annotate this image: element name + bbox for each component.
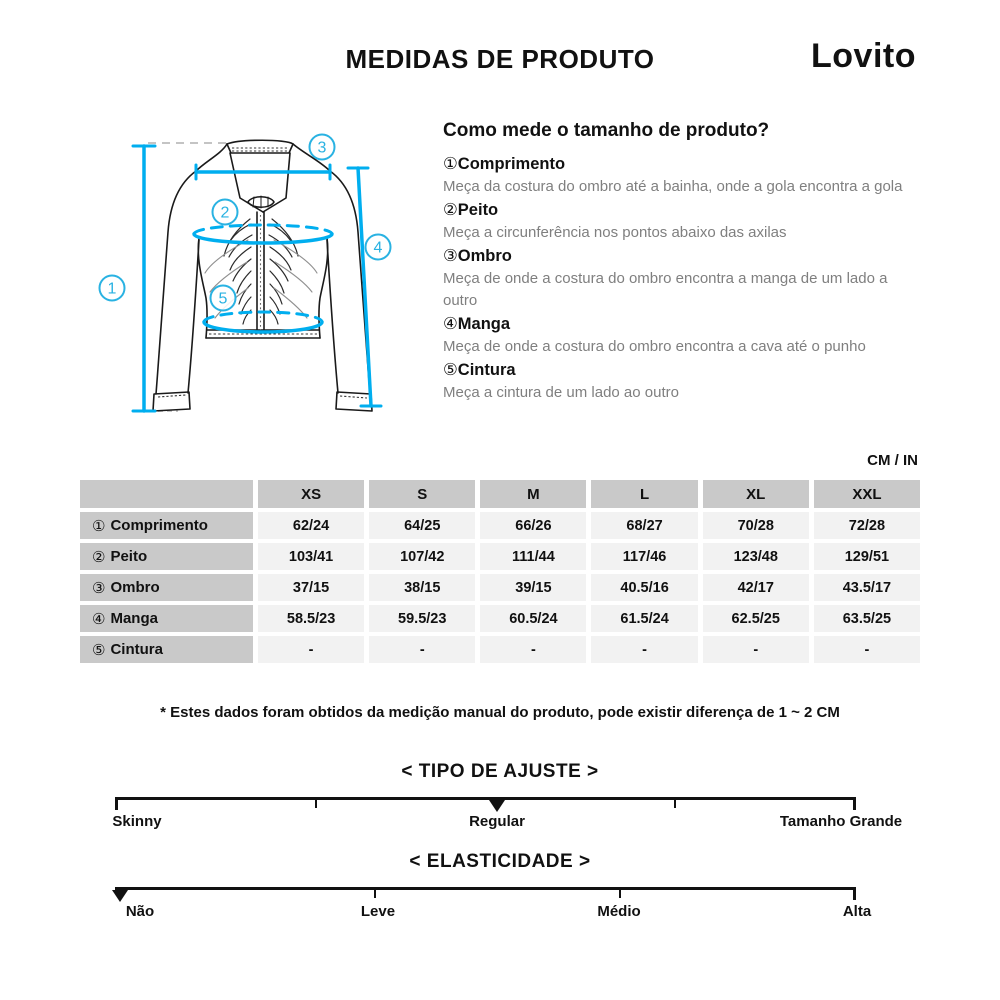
table-header-s: S [369,480,475,508]
fit-label-regular: Regular [469,813,525,830]
table-cell: 111/44 [480,543,586,570]
guide-term-comprimento [443,152,905,176]
scale-line [115,887,856,890]
guide-term-peito [443,198,905,222]
scale-tick [674,797,676,808]
table-cell: 61.5/24 [591,605,697,632]
row-label-ombro [80,574,253,601]
marker-4 [366,235,391,260]
helper-dashes [148,143,226,411]
fit-label-tamanho-grande: Tamanho Grande [779,813,903,830]
guide-desc-cintura: Meça a cintura de um lado ao outro [443,384,679,401]
elasticity-label-medio: Médio [597,903,641,920]
table-cell: 64/25 [369,512,475,539]
elasticity-scale-bar [115,887,856,903]
table-cell: 42/17 [703,574,809,601]
fit-scale-bar [115,797,856,813]
guide-term-manga [443,312,905,336]
svg-text:3: 3 [317,139,327,157]
table-cell: - [814,636,920,663]
guide-heading: Como mede o tamanho de produto? [443,120,770,141]
row-num: ① [92,517,106,535]
table-cell: 58.5/23 [258,605,364,632]
table-cell: - [591,636,697,663]
table-cell: 72/28 [814,512,920,539]
table-cell: - [258,636,364,663]
table-cell: 60.5/24 [480,605,586,632]
scale-tick [115,797,118,810]
row-num: ② [92,548,106,566]
table-cell: 117/46 [591,543,697,570]
row-label-peito [80,543,253,570]
row-num: ④ [92,610,106,628]
elasticity-label-leve: Leve [360,903,396,920]
table-cell: 39/15 [480,574,586,601]
table-cell: 43.5/17 [814,574,920,601]
marker-1 [100,276,125,301]
guide-term-ombro [443,244,905,268]
elasticity-label-nao: Não [125,903,155,920]
guide-num: ③ [443,247,458,265]
table-header-m: M [480,480,586,508]
measurement-disclaimer: * Estes dados foram obtidos da medição manual do produto, pode existir diferença de 1 ~ 2 CM [160,704,840,721]
guide-term-cintura [443,358,905,382]
table-cell: 68/27 [591,512,697,539]
scale-tick [619,887,621,898]
table-header-xl: XL [703,480,809,508]
table-cell: 103/41 [258,543,364,570]
table-cell: 123/48 [703,543,809,570]
table-header-l: L [591,480,697,508]
marker-3 [310,135,335,160]
measure-line-length [133,146,155,411]
measure-ellipse-waist [204,312,322,332]
table-cell: 62.5/25 [703,605,809,632]
marker-5 [211,286,236,311]
guide-term-label: Cintura [457,361,516,379]
row-label-manga [80,605,253,632]
scale-line [115,797,856,800]
measure-guide [443,120,905,404]
table-cell: 38/15 [369,574,475,601]
elasticity-scale-title: < ELASTICIDADE > [409,851,591,872]
table-header-xs: XS [258,480,364,508]
row-label-text: Peito [110,548,148,565]
fit-label-skinny: Skinny [112,813,162,830]
guide-term-label: Peito [457,201,499,219]
table-cell: 59.5/23 [369,605,475,632]
guide-term-label: Ombro [457,247,512,265]
elasticity-label-alta: Alta [842,903,872,920]
guide-num: ① [443,155,458,173]
guide-desc-manga: Meça de onde a costura do ombro encontra a cava até o punho [443,338,866,355]
row-num: ③ [92,579,106,597]
garment-illustration [75,112,425,447]
page-title: MEDIDAS DE PRODUTO [345,44,655,74]
guide-num: ⑤ [443,361,458,379]
size-table [80,480,920,663]
svg-text:1: 1 [107,280,117,298]
scale-tick [853,797,856,810]
row-label-text: Comprimento [110,517,208,534]
row-label-text: Cintura [110,641,163,658]
table-cell: - [369,636,475,663]
table-cell: 37/15 [258,574,364,601]
row-label-text: Manga [110,610,158,627]
row-label-comprimento [80,512,253,539]
table-cell: 62/24 [258,512,364,539]
table-cell: 70/28 [703,512,809,539]
svg-text:5: 5 [218,290,228,308]
garment-outline [153,140,372,411]
svg-text:2: 2 [220,204,230,222]
svg-text:4: 4 [373,239,383,257]
scale-tick [315,797,317,808]
guide-desc-peito: Meça a circunferência nos pontos abaixo das axilas [443,224,787,241]
guide-desc-comprimento: Meça da costura do ombro até a bainha, onde a gola encontra a gola [443,178,903,195]
fit-scale-title: < TIPO DE AJUSTE > [401,761,599,782]
table-cell: - [703,636,809,663]
scale-tick [853,887,856,900]
table-cell: 40.5/16 [591,574,697,601]
table-cell: 66/26 [480,512,586,539]
elasticity-marker-triangle [112,890,128,902]
unit-label: CM / IN [867,452,918,469]
guide-term-label: Manga [457,315,511,333]
row-num: ⑤ [92,641,106,659]
marker-2 [213,200,238,225]
measure-ellipse-chest [194,225,332,243]
brand-logo: Lovito [811,37,916,75]
row-label-text: Ombro [110,579,160,596]
guide-num: ② [443,201,458,219]
table-header-xxl: XXL [814,480,920,508]
row-label-cintura [80,636,253,663]
scale-tick [374,887,376,898]
guide-desc-ombro: Meça de onde a costura do ombro encontra a manga de um lado a outro [443,270,888,309]
guide-num: ④ [443,315,458,333]
table-header-empty [80,480,253,508]
measure-line-shoulder [196,165,330,179]
guide-term-label: Comprimento [457,155,566,173]
table-cell: - [480,636,586,663]
table-cell: 63.5/25 [814,605,920,632]
table-cell: 129/51 [814,543,920,570]
table-cell: 107/42 [369,543,475,570]
fit-marker-triangle [489,800,505,812]
